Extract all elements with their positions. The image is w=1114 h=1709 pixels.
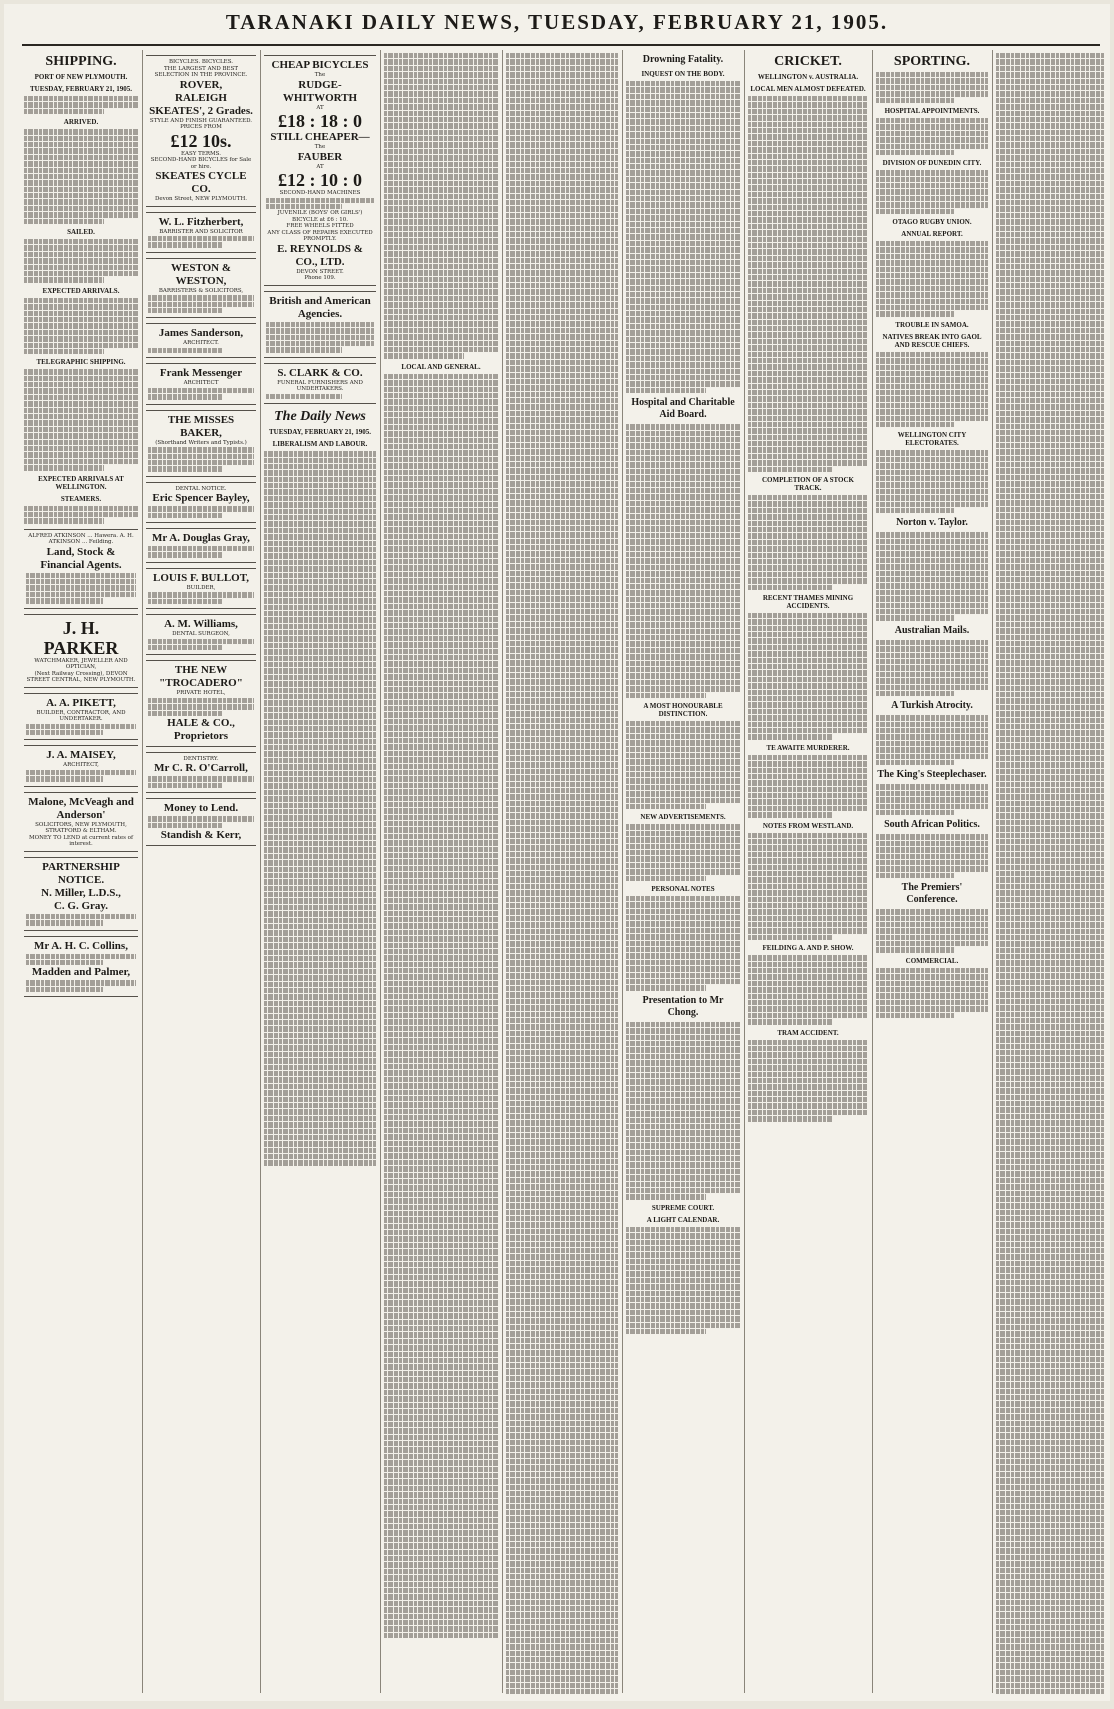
column-adverts-a	[146, 50, 256, 1695]
newspaper-page	[4, 4, 1110, 1701]
article-heading: DIVISION OF DUNEDIN CITY.	[882, 159, 982, 168]
text-block	[996, 53, 1104, 1695]
date-line: TUESDAY, FEBRUARY 21, 1905.	[29, 85, 133, 93]
article-subheading: ANNUAL REPORT.	[901, 230, 963, 239]
text-block	[876, 170, 988, 214]
text-block	[876, 72, 988, 103]
column-divider	[260, 50, 261, 1693]
text-block	[626, 424, 740, 698]
article-heading: FEILDING A. AND P. SHOW.	[762, 944, 854, 953]
column-text-2	[506, 50, 618, 1695]
advert-fitzherbert: W. L. Fitzherbert, BARRISTER AND SOLICITOR	[146, 212, 256, 253]
article-heading: COMPLETION OF A STOCK TRACK.	[762, 476, 854, 493]
text-block	[24, 96, 138, 114]
text-block	[876, 241, 988, 317]
column-divider	[872, 50, 873, 1693]
text-block	[24, 129, 138, 224]
text-block	[24, 239, 138, 283]
column-divider	[502, 50, 503, 1693]
advert-agencies: British and American Agencies.	[264, 291, 376, 358]
masthead: TARANAKI DAILY NEWS, TUESDAY, FEBRUARY 21, 1905.	[225, 10, 889, 34]
article-heading: South African Politics.	[884, 819, 980, 831]
text-block	[876, 118, 988, 155]
article-heading: COMMERCIAL.	[905, 956, 959, 965]
text-block	[748, 955, 868, 1024]
masthead-rule	[22, 44, 1100, 46]
text-block	[876, 532, 988, 620]
advert-dentistry: DENTISTRY. Mr C. R. O'Carroll,	[146, 752, 256, 793]
section-heading: SHIPPING.	[45, 54, 117, 69]
advert-trocadero: THE NEW "TROCADERO" PRIVATE HOTEL, HALE & CO., Proprietors	[146, 660, 256, 747]
article-heading: TRAM ACCIDENT.	[777, 1028, 839, 1037]
advert-partnership: PARTNERSHIP NOTICE. N. Miller, L.D.S., C. G. Gray.	[24, 857, 138, 931]
advert-atkinson: ALFRED ATKINSON ... Hawera. A. H. ATKINSON ... Feilding. Land, Stock & Financial Agents.	[24, 529, 138, 609]
advert-douglas-gray: Mr A. Douglas Gray,	[146, 528, 256, 563]
text-block	[626, 896, 740, 991]
advert-reynolds: CHEAP BICYCLES The RUDGE-WHITWORTH AT £18 : 18 : 0 STILL CHEAPER— The FAUBER AT £12 : 10 : 0 SECOND-HAND MACHINES JUVENILE (BOYS' OR GIRLS') BICYCLE at £6 : 10. FREE WHEELS FITTED ANY CLASS OF REPAIRS EXECUTED PROMPTLY. E. REYNOLDS & CO., LTD. DEVON STREET. Phone 109.	[264, 55, 376, 286]
text-block	[748, 833, 868, 941]
advert-dental: DENTAL NOTICE. Eric Spencer Bayley,	[146, 482, 256, 523]
text-block	[876, 640, 988, 697]
advert-weston: WESTON & WESTON, BARRISTERS & SOLICITORS,	[146, 258, 256, 319]
leader-heading: LIBERALISM AND LABOUR.	[272, 440, 368, 449]
advert-parker: J. H. PARKER WATCHMAKER, JEWELLER AND OPTICIAN, (Next Railway Crossing), DEVON STREET CENTRAL, NEW PLYMOUTH.	[24, 614, 138, 688]
date-line: TUESDAY, FEBRUARY 21, 1905.	[268, 428, 372, 437]
advert-skeates: BICYCLES. BICYCLES. THE LARGEST AND BEST SELECTION IN THE PROVINCE. ROVER, RALEIGH SKEATES', 2 Grades. STYLE AND FINISH GUARANTEED. PRICES FROM £12 10s. EASY TERMS. SECOND-HAND BICYCLES for Sale or hire. SKEATES CYCLE CO. Devon Street, NEW PLYMOUTH.	[146, 55, 256, 207]
text-block	[748, 1040, 868, 1122]
column-shipping	[24, 50, 138, 1695]
article-subheading: A LIGHT CALENDAR.	[646, 1215, 720, 1224]
advert-collins: Mr A. H. C. Collins, Madden and Palmer,	[24, 936, 138, 998]
column-editorial	[264, 50, 376, 1695]
section-heading: CRICKET.	[774, 54, 842, 69]
article-heading: TROUBLE IN SAMOA.	[895, 320, 969, 329]
article-heading: HOSPITAL APPOINTMENTS.	[884, 106, 980, 115]
sub-heading: SAILED.	[67, 228, 95, 237]
article-heading: Australian Mails.	[894, 624, 970, 636]
column-divider	[744, 50, 745, 1693]
article-heading: The King's Steeplechaser.	[877, 769, 987, 781]
column-divider	[622, 50, 623, 1693]
advert-maisey: J. A. MAISEY, ARCHITECT,	[24, 745, 138, 786]
article-heading: NOTES FROM WESTLAND.	[762, 821, 854, 830]
article-heading: A Turkish Atrocity.	[891, 700, 973, 712]
text-block	[626, 1022, 740, 1200]
article-subheading: INQUEST ON THE BODY.	[641, 70, 725, 78]
text-block	[876, 834, 988, 878]
advert-pikett: A. A. PIKETT, BUILDER, CONTRACTOR, AND UNDERTAKER.	[24, 693, 138, 741]
text-block	[748, 96, 868, 472]
article-heading: Presentation to Mr Chong.	[642, 994, 724, 1018]
article-heading: OTAGO RUGBY UNION.	[892, 218, 972, 227]
editorial-title: The Daily News	[274, 409, 366, 425]
advert-bullot: LOUIS F. BULLOT, BUILDER,	[146, 568, 256, 609]
column-partial	[996, 50, 1104, 1695]
section-heading: SPORTING.	[893, 54, 971, 69]
text-block	[876, 352, 988, 428]
text-block	[748, 613, 868, 740]
article-heading: RECENT THAMES MINING ACCIDENTS.	[762, 593, 854, 610]
advert-sanderson: James Sanderson, ARCHITECT.	[146, 323, 256, 358]
article-subheading: LOCAL MEN ALMOST DEFEATED.	[750, 85, 866, 93]
advert-money: Money to Lend. Standish & Kerr,	[146, 798, 256, 846]
sub-heading: EXPECTED ARRIVALS AT WELLINGTON.	[38, 474, 124, 491]
sub-heading: TELEGRAPHIC SHIPPING.	[36, 358, 126, 367]
text-block	[626, 1227, 740, 1335]
advert-clark: S. CLARK & CO. FUNERAL FURNISHERS AND UNDERTAKERS.	[264, 363, 376, 404]
sub-heading: STEAMERS.	[60, 494, 102, 503]
text-block	[876, 450, 988, 513]
advert-williams: A. M. Williams, DENTAL SURGEON,	[146, 614, 256, 655]
column-text-1	[384, 50, 498, 1695]
text-block	[876, 909, 988, 953]
article-heading: Hospital and Charitable Aid Board.	[631, 397, 735, 421]
article-subheading: NATIVES BREAK INTO GAOL AND RESCUE CHIEFS.	[882, 332, 982, 349]
advert-messenger: Frank Messenger ARCHITECT	[146, 363, 256, 404]
text-block	[876, 715, 988, 765]
article-heading: A MOST HONOURABLE DISTINCTION.	[643, 701, 723, 718]
text-block	[748, 495, 868, 590]
text-block	[748, 755, 868, 818]
article-heading: PERSONAL NOTES	[651, 884, 715, 893]
sub-heading: ARRIVED.	[63, 118, 99, 127]
text-block	[506, 53, 618, 1695]
text-block	[626, 81, 740, 393]
text-block	[876, 784, 988, 815]
sub-heading: PORT OF NEW PLYMOUTH.	[34, 73, 128, 81]
article-heading: TE AWAITE MURDERER.	[766, 743, 850, 752]
column-divider	[380, 50, 381, 1693]
column-divider	[992, 50, 993, 1693]
advert-malone: Malone, McVeagh and Anderson' SOLICITORS, NEW PLYMOUTH, STRATFORD & ELTHAM. MONEY TO LEND at current rates of interest.	[24, 792, 138, 852]
column-divider	[142, 50, 143, 1693]
column-news-2	[748, 50, 868, 1695]
text-block	[24, 369, 138, 470]
article-heading: The Premiers' Conference.	[901, 882, 963, 906]
article-heading: SUPREME COURT.	[651, 1203, 715, 1212]
article-heading: Drowning Fatality.	[642, 54, 724, 65]
text-block	[626, 824, 740, 881]
text-block	[384, 53, 498, 359]
section-heading: LOCAL AND GENERAL.	[401, 362, 481, 371]
text-block	[264, 451, 376, 1166]
column-news-3	[876, 50, 988, 1695]
text-block	[24, 298, 138, 355]
article-heading: NEW ADVERTISEMENTS.	[640, 813, 726, 822]
text-block	[626, 721, 740, 809]
advert-baker: THE MISSES BAKER, (Shorthand Writers and Typists.)	[146, 410, 256, 477]
column-news-1	[626, 50, 740, 1695]
text-block	[24, 506, 138, 524]
text-block	[384, 374, 498, 1638]
article-heading: Norton v. Taylor.	[896, 517, 968, 529]
sub-heading: EXPECTED ARRIVALS.	[42, 286, 120, 295]
article-heading: WELLINGTON CITY ELECTORATES.	[897, 431, 967, 448]
text-block	[876, 968, 988, 1018]
article-subheading: WELLINGTON v. AUSTRALIA.	[757, 73, 859, 81]
